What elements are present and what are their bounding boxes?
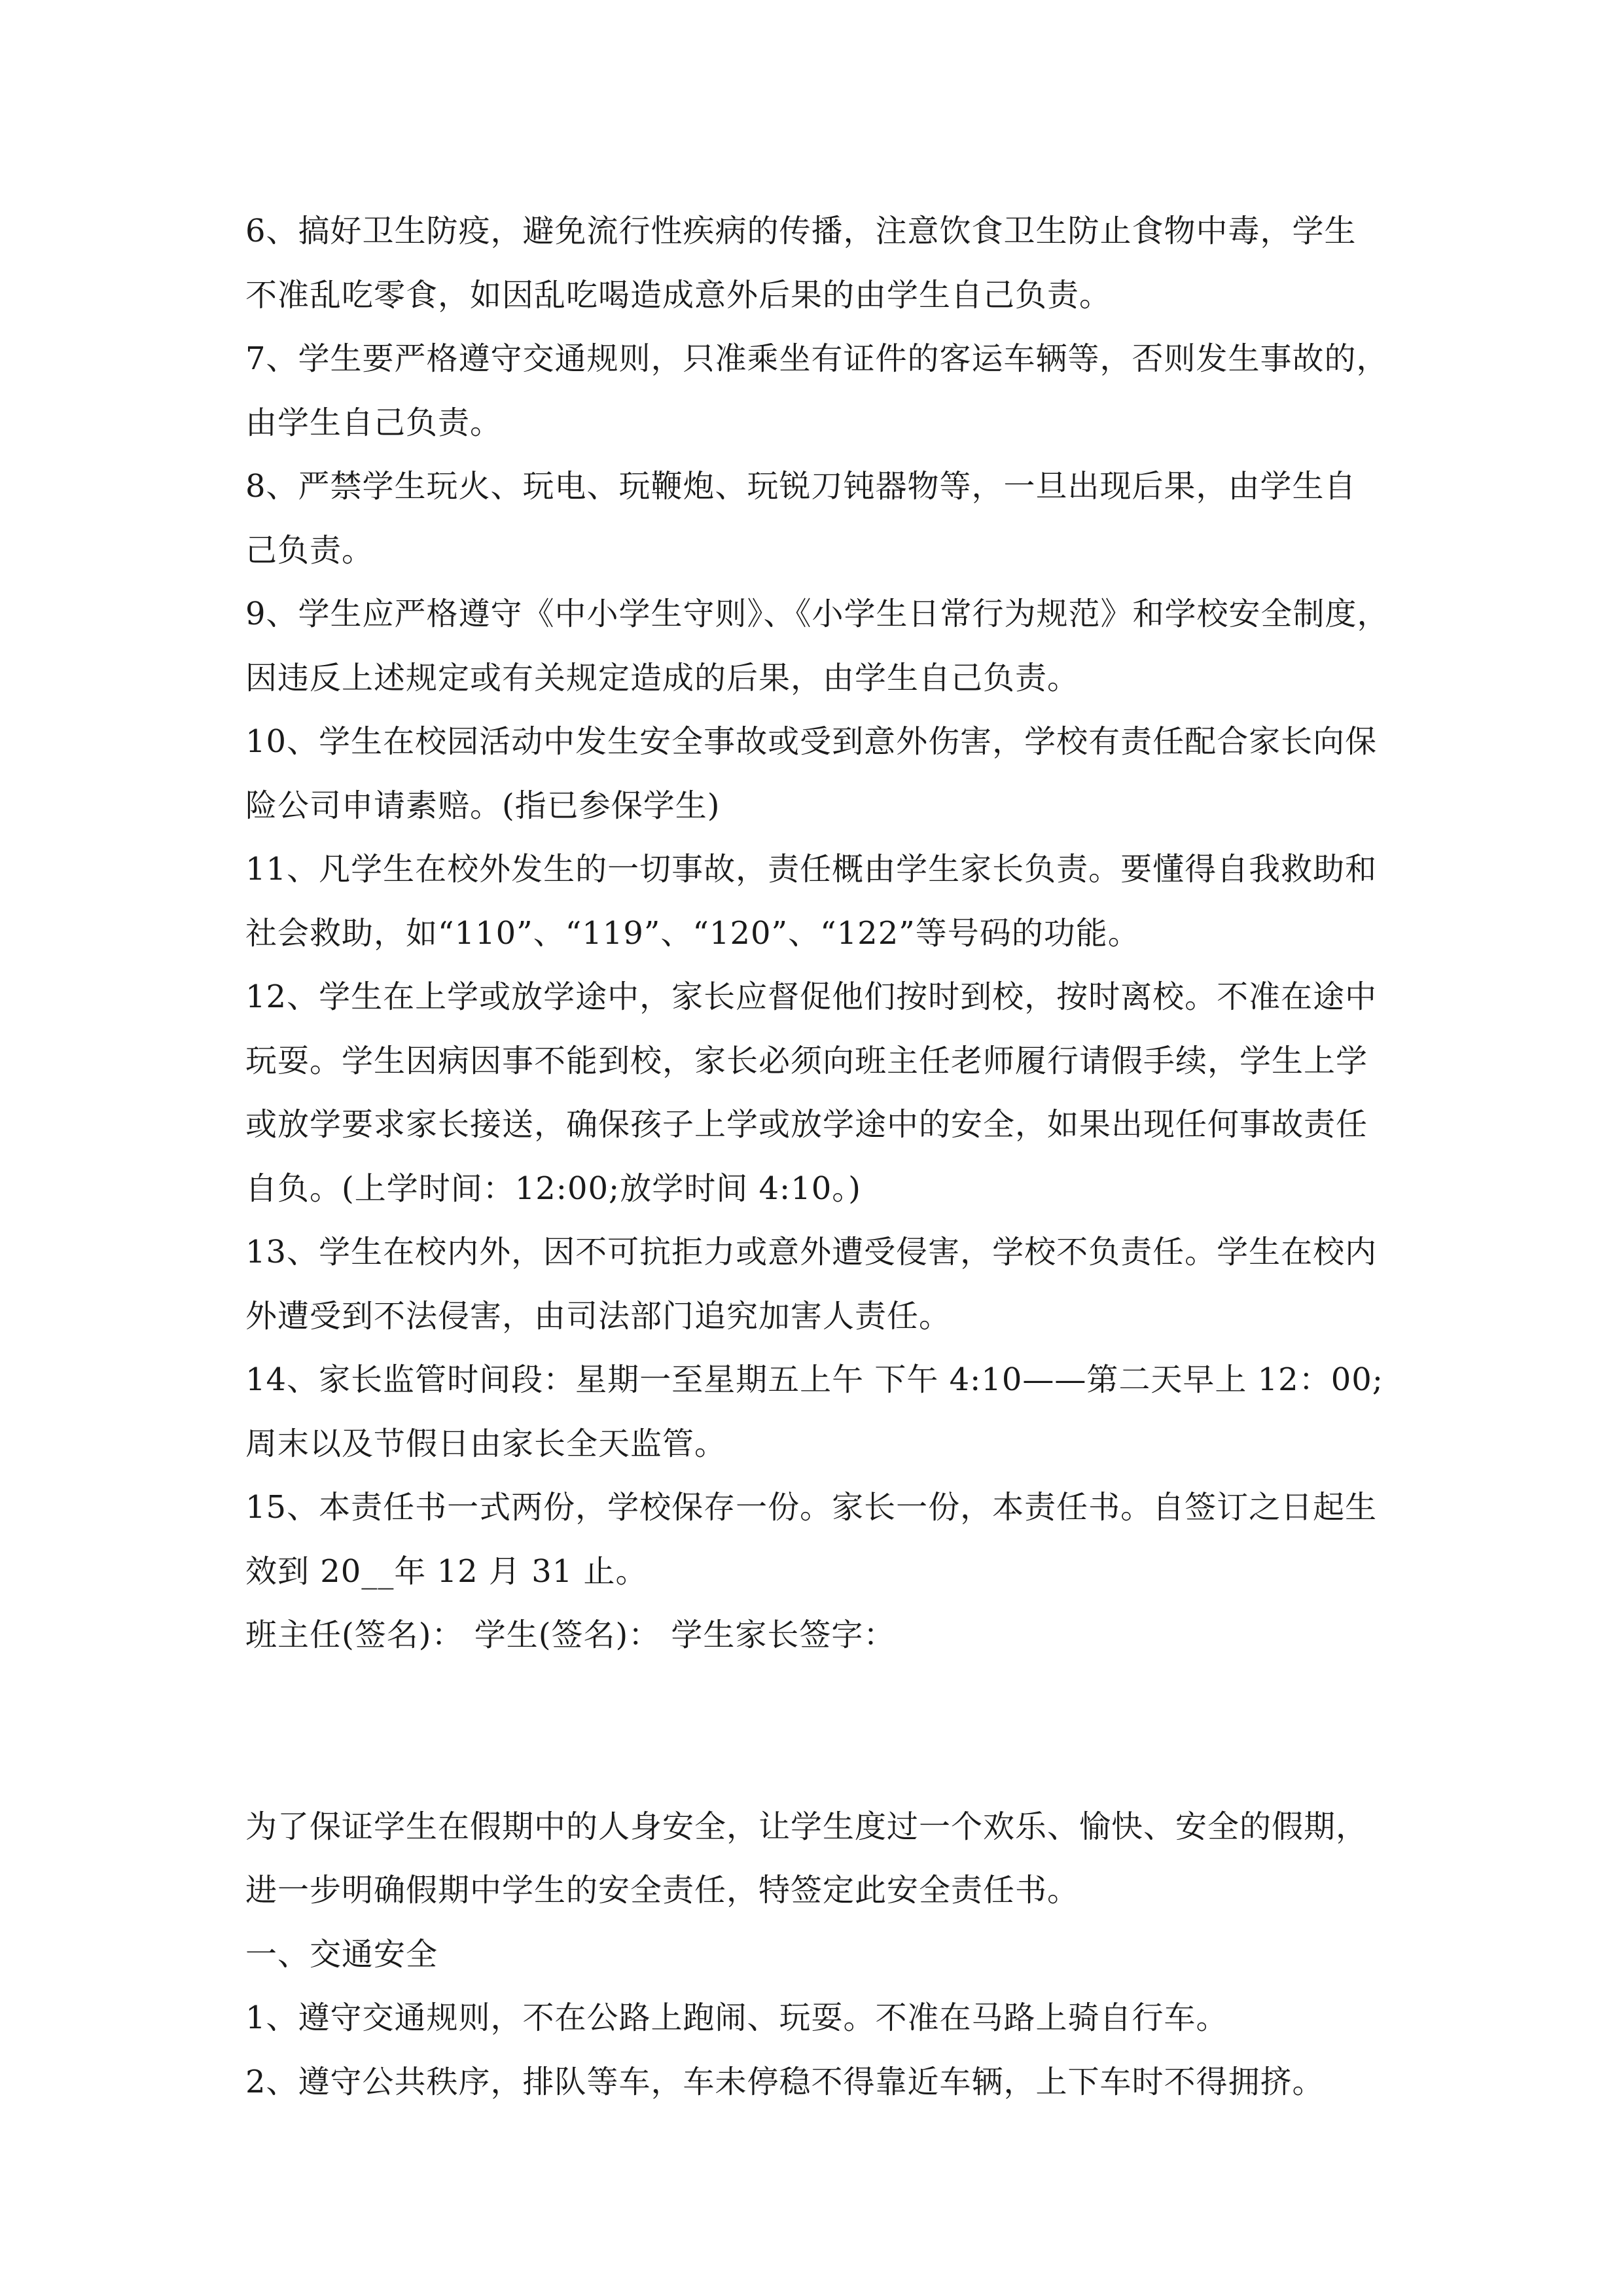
traffic-rule-1 [245, 1986, 1384, 2051]
text-line: 一、交通安全 [245, 1935, 438, 1973]
text-line: 12、学生在上学或放学途中，家长应督促他们按时到校，按时离校。不准在途中 [245, 978, 1378, 1015]
clause-9 [245, 583, 1389, 710]
text-line: 11、凡学生在校外发生的一切事故，责任概由学生家长负责。要懂得自我救助和 [245, 851, 1378, 888]
text-line: 14、家长监管时间段：星期一至星期五上午 下午 4:10——第二天早上 12：00; [245, 1361, 1383, 1398]
clause-7 [245, 327, 1389, 455]
clause-6 [245, 200, 1384, 327]
text-line: 2、遵守公共秩序，排队等车，车未停稳不得靠近车辆，上下车时不得拥挤。 [245, 2063, 1325, 2100]
signature-line [245, 1604, 1384, 1668]
text-line: 因违反上述规定或有关规定造成的后果，由学生自己负责。 [245, 659, 1080, 696]
text-line: 不准乱吃零食，如因乱吃喝造成意外后果的由学生自己负责。 [245, 276, 1112, 314]
text-line: 8、严禁学生玩火、玩电、玩鞭炮、玩锐刀钝器物等，一旦出现后果，由学生自 [245, 468, 1357, 505]
text-line: 6、搞好卫生防疫，避免流行性疾病的传播，注意饮食卫生防止食物中毒，学生 [245, 213, 1357, 249]
document-body [245, 200, 1389, 2114]
text-line: 9、学生应严格遵守《中小学生守则》、《小学生日常行为规范》和学校安全制度， [245, 596, 1389, 632]
text-line: 社会救助，如“110”、“119”、“120”、“122”等号码的功能。 [245, 914, 1140, 952]
text-line: 己负责。 [245, 531, 374, 569]
text-line: 或放学要求家长接送，确保孩子上学或放学途中的安全，如果出现任何事故责任 [245, 1106, 1368, 1143]
clause-12 [245, 965, 1384, 1221]
section-gap [245, 1668, 1384, 1795]
clause-14 [245, 1348, 1384, 1476]
text-line: 1、遵守交通规则，不在公路上跑闹、玩耍。不准在马路上骑自行车。 [245, 2000, 1228, 2036]
text-line: 13、学生在校内外，因不可抗拒力或意外遭受侵害，学校不负责任。学生在校内 [245, 1234, 1378, 1270]
clause-13 [245, 1221, 1384, 1348]
text-line: 10、学生在校园活动中发生安全事故或受到意外伤害，学校有责任配合家长向保 [245, 723, 1378, 760]
traffic-rule-2 [245, 2051, 1384, 2115]
text-line: 周末以及节假日由家长全天监管。 [245, 1425, 727, 1462]
text-line: 进一步明确假期中学生的安全责任，特签定此安全责任书。 [245, 1872, 1080, 1909]
text-line: 15、本责任书一式两份，学校保存一份。家长一份，本责任书。自签订之日起生 [245, 1489, 1378, 1526]
text-line: 险公司申请素赔。(指已参保学生) [245, 787, 721, 824]
text-line: 玩耍。学生因病因事不能到校，家长必须向班主任老师履行请假手续，学生上学 [245, 1042, 1368, 1079]
clause-8 [245, 455, 1384, 583]
clause-10 [245, 710, 1384, 838]
text-line: 由学生自己负责。 [245, 404, 503, 441]
section-heading-traffic [245, 1923, 1384, 1987]
text-line: 外遭受到不法侵害，由司法部门追究加害人责任。 [245, 1297, 952, 1335]
clause-15 [245, 1476, 1384, 1604]
text-line: 效到 20__年 12 月 31 止。 [245, 1552, 648, 1590]
text-line: 7、学生要严格遵守交通规则，只准乘坐有证件的客运车辆等，否则发生事故的， [245, 340, 1389, 377]
intro-paragraph [245, 1795, 1384, 1923]
clause-11 [245, 838, 1384, 965]
text-line: 自负。(上学时间：12:00;放学时间 4:10。) [245, 1170, 862, 1207]
text-line: 为了保证学生在假期中的人身安全，让学生度过一个欢乐、愉快、安全的假期， [245, 1808, 1368, 1845]
text-line: 班主任(签名)： 学生(签名)： 学生家长签字： [245, 1617, 896, 1653]
